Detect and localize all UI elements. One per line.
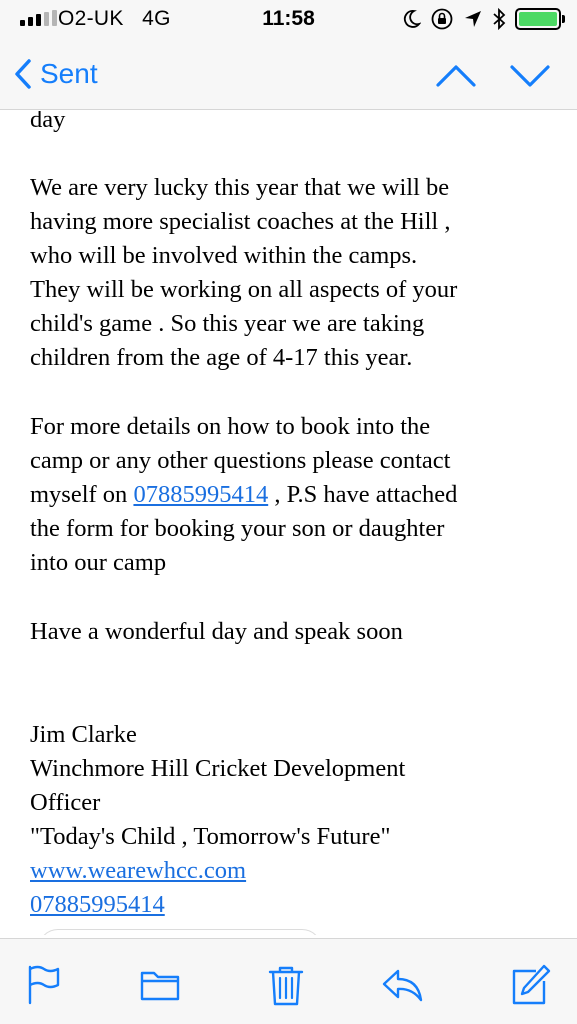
battery-nub — [562, 15, 565, 23]
signature-phone-link[interactable]: 07885995414 — [30, 891, 165, 918]
next-message-button[interactable] — [508, 58, 552, 92]
text-line: camp or any other questions please contact — [30, 447, 451, 474]
text-line: who will be involved within the camps. — [30, 242, 418, 269]
status-bar — [0, 0, 577, 40]
message-body[interactable] — [0, 111, 577, 935]
text-line: children from the age of 4-17 this year. — [30, 344, 413, 371]
compose-icon — [508, 963, 552, 1007]
trash-button[interactable] — [264, 963, 308, 1007]
chevron-up-icon — [434, 58, 478, 92]
carrier-name: O2-UK — [58, 7, 124, 30]
closing-line — [30, 615, 560, 649]
battery-fill — [519, 12, 557, 26]
paragraph-booking — [30, 410, 560, 580]
text-line: the form for booking your son or daughter — [30, 515, 445, 542]
text-line: Have a wonderful day and speak soon — [30, 618, 403, 645]
text-line: For more details on how to book into the — [30, 413, 431, 440]
previous-message-button[interactable] — [434, 58, 478, 92]
chevron-down-icon — [508, 58, 552, 92]
text-segment: myself on — [30, 481, 134, 508]
text-line: They will be working on all aspects of your — [30, 276, 458, 303]
signature-name: Jim Clarke — [30, 721, 137, 748]
reply-button[interactable] — [380, 963, 424, 1007]
rotation-lock-icon — [430, 7, 454, 31]
compose-button[interactable] — [508, 963, 552, 1007]
bottom-toolbar — [0, 938, 577, 1024]
text-line: having more specialist coaches at the Hill , — [30, 208, 451, 235]
trash-icon — [264, 963, 308, 1007]
flag-button[interactable] — [22, 963, 66, 1007]
network-type: 4G — [142, 7, 171, 30]
website-link[interactable]: www.wearewhcc.com — [30, 857, 247, 884]
paragraph-coaches — [30, 171, 560, 375]
text-line: day — [30, 111, 66, 133]
battery-icon — [515, 8, 561, 30]
bluetooth-icon — [492, 7, 506, 31]
text-segment: , P.S have attached — [268, 481, 458, 508]
signature-title: Winchmore Hill Cricket Development — [30, 755, 406, 782]
text-line: child's game . So this year we are taking — [30, 310, 425, 337]
folder-icon — [138, 963, 182, 1007]
nav-bar — [0, 40, 577, 110]
text-line — [30, 478, 560, 512]
back-label: Sent — [40, 58, 98, 89]
phone-link[interactable]: 07885995414 — [133, 481, 269, 508]
status-time: 11:58 — [262, 7, 315, 30]
text-line: We are very lucky this year that we will be — [30, 174, 450, 201]
signature-title: Officer — [30, 789, 101, 816]
back-button[interactable] — [14, 54, 98, 94]
location-icon — [463, 9, 483, 29]
message-fragment — [30, 111, 560, 137]
flag-icon — [22, 963, 66, 1007]
moon-icon — [403, 9, 421, 29]
text-line — [30, 854, 560, 888]
attachment-bubble[interactable] — [38, 929, 322, 935]
move-to-folder-button[interactable] — [138, 963, 182, 1007]
signature-motto: "Today's Child , Tomorrow's Future" — [30, 823, 391, 850]
chevron-left-icon — [14, 58, 32, 90]
signature — [30, 718, 560, 922]
status-icons — [403, 6, 561, 32]
text-line: into our camp — [30, 549, 167, 576]
reply-icon — [380, 963, 424, 1007]
text-line — [30, 888, 560, 922]
